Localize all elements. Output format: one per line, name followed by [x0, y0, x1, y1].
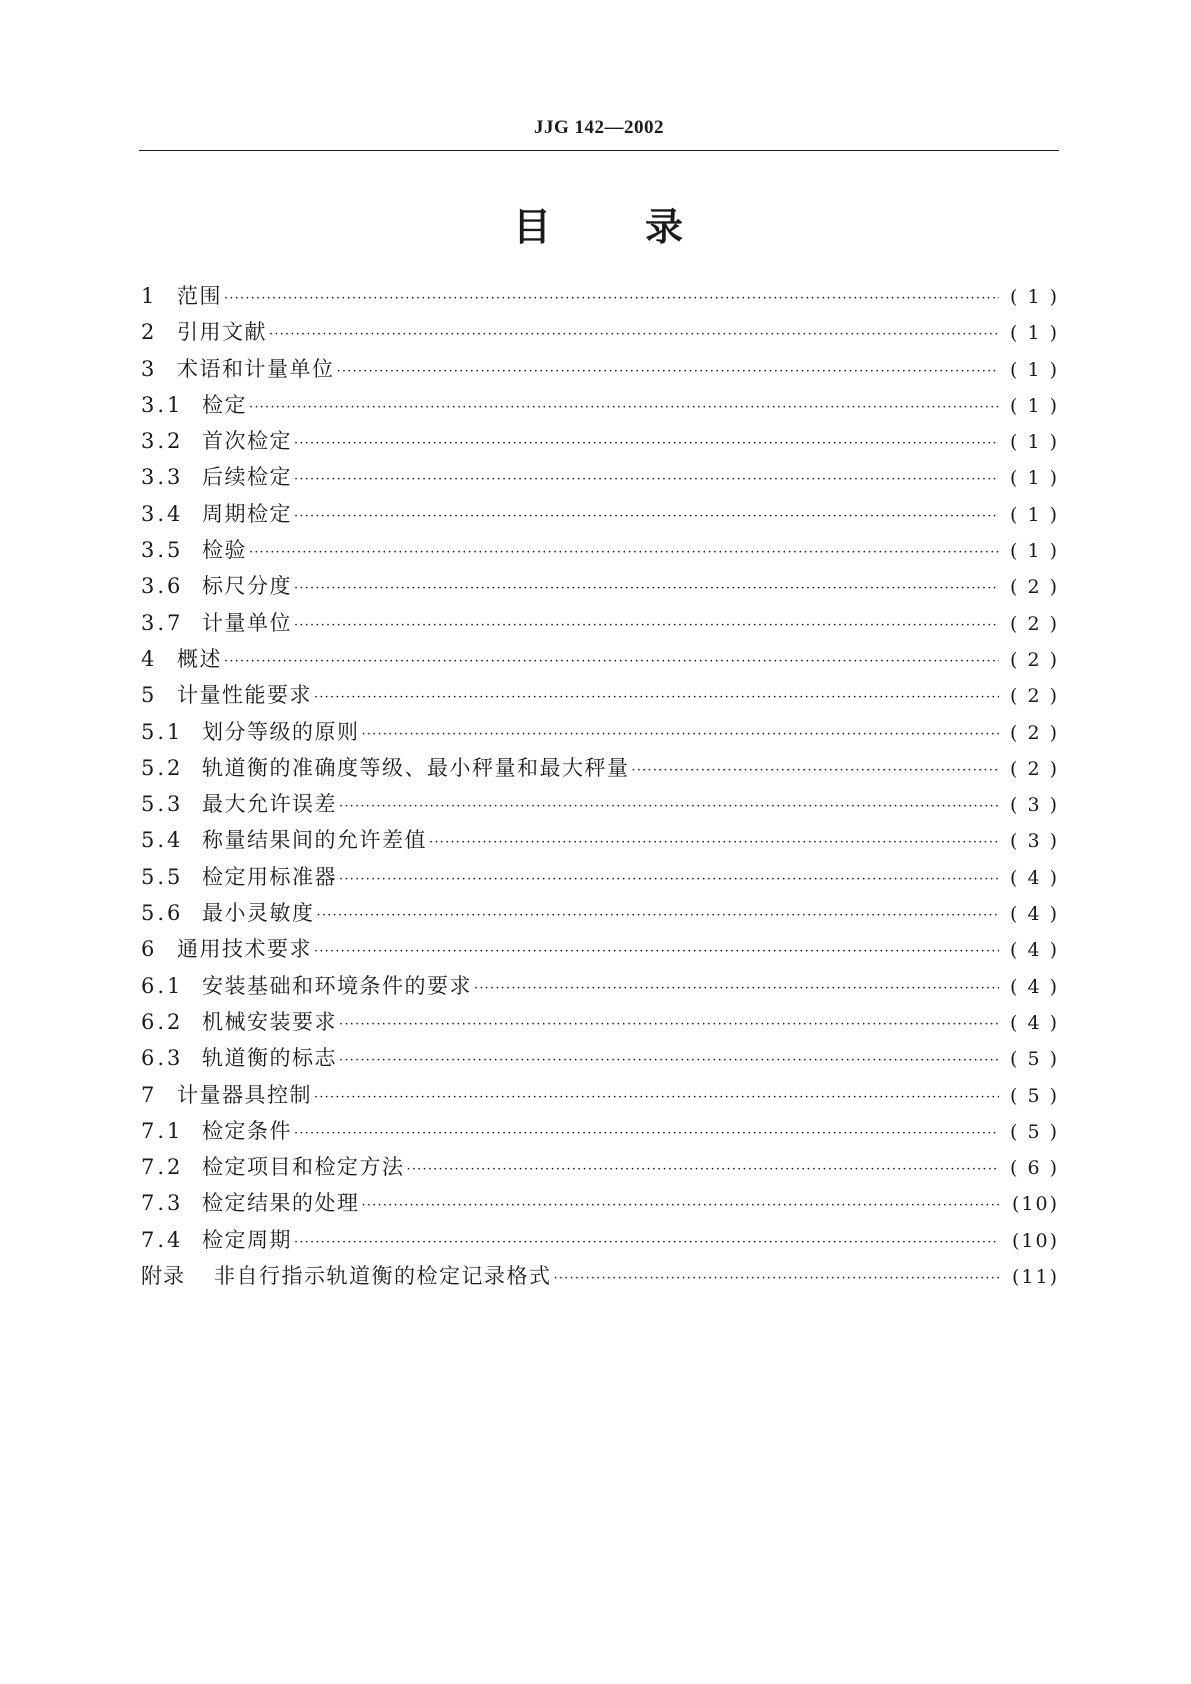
toc-leader-dots — [339, 1043, 999, 1079]
toc-entry[interactable] — [141, 496, 1059, 532]
toc-entry-title: 非自行指示轨道衡的检定记录格式 — [214, 1264, 552, 1289]
toc-leader-dots — [294, 608, 999, 644]
header-rule — [139, 150, 1059, 151]
toc-entry-page: ( 3 ) — [1010, 830, 1059, 853]
toc-entry-number: 1 — [141, 284, 158, 308]
toc-leader-dots — [339, 1007, 999, 1043]
toc-entry[interactable] — [141, 1149, 1059, 1185]
toc-entry[interactable] — [141, 459, 1059, 495]
toc-leader-dots — [249, 390, 999, 426]
toc-entry-page: (10) — [1011, 1193, 1059, 1216]
toc-entry[interactable] — [141, 568, 1059, 604]
toc-leader-dots — [362, 717, 1000, 753]
toc-entry-page: ( 3 ) — [1010, 794, 1059, 817]
toc-entry-number: 6 — [141, 937, 158, 962]
toc-entry-number: 5.4 — [141, 828, 184, 853]
toc-entry-title: 周期检定 — [202, 501, 292, 526]
toc-entry[interactable] — [141, 1040, 1059, 1076]
toc-entry[interactable] — [141, 677, 1059, 713]
toc-leader-dots — [632, 753, 1000, 789]
toc-entry-page: ( 1 ) — [1010, 431, 1059, 454]
toc-entry-page: ( 4 ) — [1010, 903, 1059, 926]
toc-entry[interactable] — [141, 968, 1059, 1004]
toc-entry-number: 3 — [141, 356, 158, 381]
toc-leader-dots — [429, 825, 999, 861]
toc-entry-page: ( 1 ) — [1010, 503, 1059, 526]
toc-entry-title: 最小灵敏度 — [202, 901, 315, 926]
toc-entry-page: ( 1 ) — [1010, 322, 1059, 345]
toc-entry-title: 安装基础和环境条件的要求 — [202, 973, 472, 998]
toc-entry[interactable] — [141, 1113, 1059, 1149]
toc-leader-dots — [337, 354, 1000, 390]
toc-entry-number: 7 — [141, 1082, 158, 1107]
toc-entry[interactable] — [141, 532, 1059, 568]
toc-entry-title: 称量结果间的允许差值 — [202, 828, 427, 853]
toc-entry-number: 6.2 — [141, 1009, 184, 1034]
toc-entry-page: ( 4 ) — [1010, 1011, 1059, 1034]
toc-entry-title: 轨道衡的准确度等级、最小秤量和最大秤量 — [202, 755, 630, 780]
toc-entry-title: 通用技术要求 — [177, 937, 312, 962]
toc-entry-title: 检定 — [202, 392, 247, 417]
toc-leader-dots — [407, 1152, 1000, 1188]
toc-entry-page: ( 4 ) — [1010, 866, 1059, 889]
toc-entry[interactable] — [141, 641, 1059, 677]
toc-entry-number: 7.3 — [141, 1191, 184, 1216]
toc-entry[interactable] — [141, 786, 1059, 822]
toc-leader-dots — [224, 281, 999, 317]
toc-entry-number: 3.3 — [141, 465, 184, 490]
toc-entry[interactable] — [141, 895, 1059, 931]
toc-leader-dots — [294, 571, 999, 607]
toc-entry-number: 3.5 — [141, 538, 184, 563]
toc-entry-number: 4 — [141, 646, 158, 671]
toc-entry-page: ( 2 ) — [1010, 648, 1059, 671]
toc-entry-title: 计量单位 — [202, 610, 292, 635]
toc-entry-title: 机械安装要求 — [202, 1009, 337, 1034]
toc-entry-appendix[interactable] — [141, 1258, 1059, 1294]
toc-entry-page: ( 2 ) — [1010, 612, 1059, 635]
toc-entry[interactable] — [141, 423, 1059, 459]
toc-entry-title: 术语和计量单位 — [177, 356, 335, 381]
toc-entry-title: 轨道衡的标志 — [202, 1046, 337, 1071]
toc-entry-page: ( 2 ) — [1010, 721, 1059, 744]
toc-entry-title: 计量性能要求 — [177, 683, 312, 708]
toc-entry-page: ( 4 ) — [1010, 975, 1059, 998]
toc-entry-title: 最大允许误差 — [202, 792, 337, 817]
toc-entry-title: 计量器具控制 — [177, 1082, 312, 1107]
toc-entry-page: ( 5 ) — [1010, 1084, 1059, 1107]
toc-entry-page: ( 5 ) — [1010, 1048, 1059, 1071]
toc-leader-dots — [294, 426, 999, 462]
toc-entry[interactable] — [141, 1222, 1059, 1258]
title-char-1: 目 — [512, 205, 553, 249]
toc-entry-title: 检定条件 — [202, 1118, 292, 1143]
toc-entry[interactable] — [141, 1004, 1059, 1040]
page-title — [139, 196, 1059, 251]
toc-entry-page: ( 6 ) — [1010, 1157, 1059, 1180]
toc-entry-number: 7.2 — [141, 1155, 184, 1180]
toc-entry-page: ( 2 ) — [1010, 576, 1059, 599]
toc-entry-page: ( 1 ) — [1010, 540, 1059, 563]
toc-entry-page: ( 2 ) — [1010, 685, 1059, 708]
toc-entry-title: 划分等级的原则 — [202, 719, 360, 744]
toc-entry-title: 检定周期 — [202, 1227, 292, 1252]
toc-entry-title: 检定结果的处理 — [202, 1191, 360, 1216]
toc-entry[interactable] — [141, 822, 1059, 858]
toc-entry-page: ( 1 ) — [1010, 286, 1059, 308]
toc-leader-dots — [362, 1188, 1000, 1224]
toc-entry-page: (10) — [1011, 1229, 1059, 1252]
toc-entry-number: 3.1 — [141, 392, 184, 417]
toc-entry-title: 检验 — [202, 538, 247, 563]
toc-entry-number: 3.6 — [141, 574, 184, 599]
toc-leader-dots — [224, 644, 999, 680]
toc-entry-number: 6.1 — [141, 973, 184, 998]
toc-entry-number: 附录 — [141, 1264, 185, 1289]
toc-entry[interactable] — [141, 351, 1059, 387]
toc-leader-dots — [294, 1225, 999, 1261]
toc-entry-title: 范围 — [177, 284, 222, 308]
toc-entry-page: (11) — [1011, 1266, 1059, 1289]
toc-entry-number: 5.1 — [141, 719, 184, 744]
toc-entry-title: 引用文献 — [177, 320, 267, 345]
toc-entry[interactable] — [141, 750, 1059, 786]
toc-leader-dots — [294, 462, 999, 498]
toc-entry-page: ( 1 ) — [1010, 358, 1059, 381]
toc-entry-number: 3.7 — [141, 610, 184, 635]
toc-entry-number: 3.4 — [141, 501, 184, 526]
toc-entry-title: 概述 — [177, 646, 222, 671]
toc-entry[interactable] — [141, 859, 1059, 895]
toc-entry-number: 5.2 — [141, 755, 184, 780]
toc-entry[interactable] — [141, 931, 1059, 967]
toc-entry-number: 5.3 — [141, 792, 184, 817]
toc-entry[interactable] — [141, 387, 1059, 423]
toc-entry-number: 5.6 — [141, 901, 184, 926]
toc-entry[interactable] — [141, 1077, 1059, 1113]
toc-entry-number: 3.2 — [141, 429, 184, 454]
toc-entry[interactable] — [141, 1185, 1059, 1221]
toc-entry-number: 2 — [141, 320, 158, 345]
toc-leader-dots — [314, 934, 999, 970]
toc-entry-page: ( 2 ) — [1010, 757, 1059, 780]
toc-entry-title: 检定用标准器 — [202, 864, 337, 889]
title-char-2: 录 — [645, 205, 686, 249]
toc-entry-title: 标尺分度 — [202, 574, 292, 599]
toc-leader-dots — [249, 535, 999, 571]
toc-leader-dots — [339, 789, 999, 825]
toc-entry[interactable] — [141, 278, 1059, 314]
table-of-contents — [141, 278, 1059, 1294]
toc-entry-number: 6.3 — [141, 1046, 184, 1071]
toc-entry[interactable] — [141, 714, 1059, 750]
toc-leader-dots — [339, 862, 999, 898]
toc-entry-number: 7.4 — [141, 1227, 184, 1252]
standard-code-header: JJG 142—2002 — [533, 117, 665, 138]
toc-entry-page: ( 4 ) — [1010, 939, 1059, 962]
toc-entry-page: ( 5 ) — [1010, 1120, 1059, 1143]
toc-leader-dots — [294, 499, 999, 535]
toc-leader-dots — [294, 1116, 999, 1152]
toc-leader-dots — [269, 317, 999, 353]
toc-entry[interactable] — [141, 314, 1059, 350]
toc-leader-dots — [314, 1080, 999, 1116]
toc-entry-page: ( 1 ) — [1010, 467, 1059, 490]
toc-entry-title: 后续检定 — [202, 465, 292, 490]
toc-leader-dots — [474, 971, 999, 1007]
toc-entry-number: 5.5 — [141, 864, 184, 889]
toc-entry-title: 检定项目和检定方法 — [202, 1155, 405, 1180]
toc-entry-number: 5 — [141, 683, 158, 708]
toc-leader-dots — [314, 680, 999, 716]
toc-entry[interactable] — [141, 605, 1059, 641]
toc-entry-page: ( 1 ) — [1010, 394, 1059, 417]
toc-leader-dots — [554, 1261, 1000, 1297]
toc-leader-dots — [317, 898, 1000, 934]
toc-entry-title: 首次检定 — [202, 429, 292, 454]
toc-entry-number: 7.1 — [141, 1118, 184, 1143]
